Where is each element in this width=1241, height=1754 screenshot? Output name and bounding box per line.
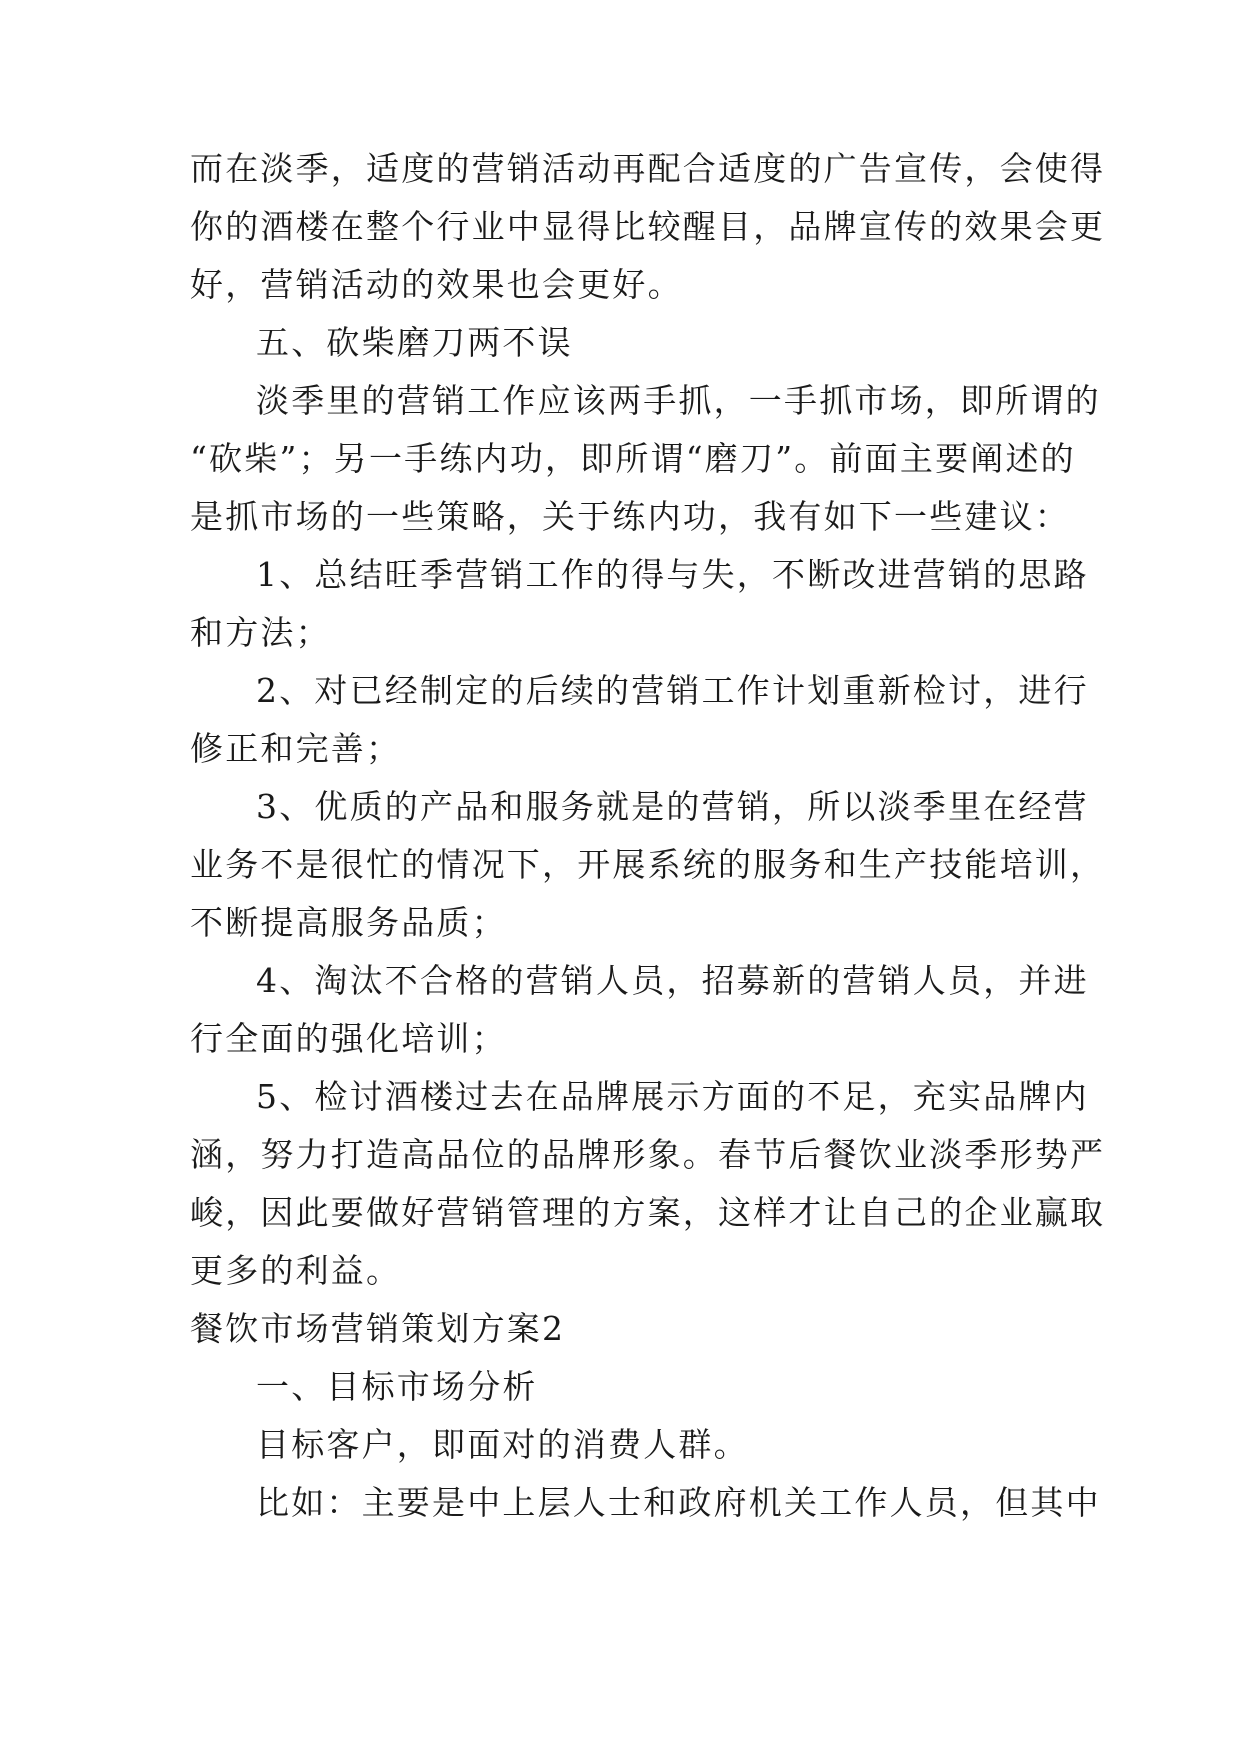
- document-title: 餐饮市场营销策划方案2: [190, 1309, 566, 1348]
- body-text-line: “砍柴”；另一手练内功，即所谓“磨刀”。前面主要阐述的: [190, 439, 1076, 478]
- body-text-line: 好，营销活动的效果也会更好。: [190, 265, 683, 304]
- body-text-line: 淡季里的营销工作应该两手抓，一手抓市场，即所谓的: [256, 381, 1101, 420]
- list-item-text: 和方法；: [190, 613, 331, 652]
- list-item-text: 涵，努力打造高品位的品牌形象。春节后餐饮业淡季形势严: [190, 1135, 1106, 1174]
- list-item-text: 4、淘汰不合格的营销人员，招募新的营销人员，并进: [256, 961, 1089, 1000]
- list-item-text: 3、优质的产品和服务就是的营销，所以淡季里在经营: [256, 787, 1089, 826]
- section-heading: 五、砍柴磨刀两不误: [256, 323, 573, 362]
- body-text-line: 是抓市场的一些策略，关于练内功，我有如下一些建议：: [190, 497, 1070, 536]
- body-text-line: 你的酒楼在整个行业中显得比较醒目，品牌宣传的效果会更: [190, 207, 1106, 246]
- list-item-text: 5、检讨酒楼过去在品牌展示方面的不足，充实品牌内: [256, 1077, 1089, 1116]
- body-text-line: 比如：主要是中上层人士和政府机关工作人员，但其中: [256, 1483, 1101, 1522]
- list-item-text: 行全面的强化培训；: [190, 1019, 507, 1058]
- list-item-text: 1、总结旺季营销工作的得与失，不断改进营销的思路: [256, 555, 1089, 594]
- list-item-text: 业务不是很忙的情况下，开展系统的服务和生产技能培训，: [190, 845, 1106, 884]
- list-item-text: 2、对已经制定的后续的营销工作计划重新检讨，进行: [256, 671, 1089, 710]
- section-heading: 一、目标市场分析: [256, 1367, 538, 1406]
- list-item-text: 不断提高服务品质；: [190, 903, 507, 942]
- body-text-line: 目标客户，即面对的消费人群。: [256, 1425, 749, 1464]
- list-item-text: 更多的利益。: [190, 1251, 402, 1290]
- body-text-line: 而在淡季，适度的营销活动再配合适度的广告宣传，会使得: [190, 149, 1106, 188]
- list-item-text: 峻，因此要做好营销管理的方案，这样才让自己的企业赢取: [190, 1193, 1106, 1232]
- list-item-text: 修正和完善；: [190, 729, 402, 768]
